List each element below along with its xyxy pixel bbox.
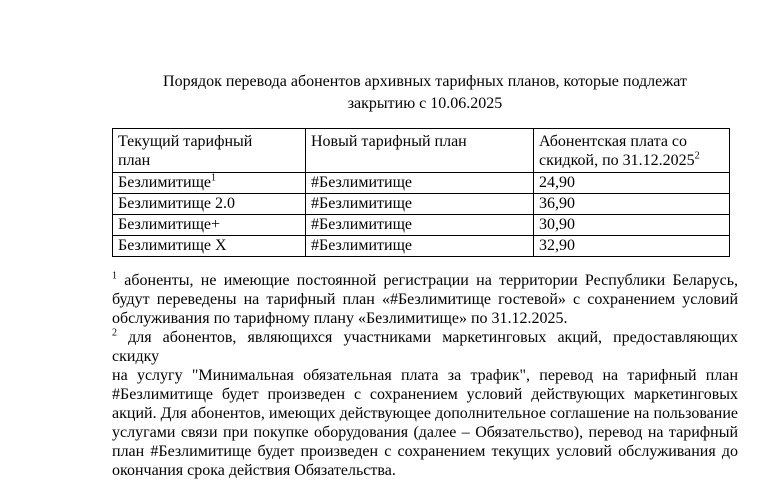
header-new-plan-label: Новый тарифный план xyxy=(311,133,467,150)
cell-fee: 30,90 xyxy=(534,215,730,236)
footnote-1-line-3: обслуживания по тарифному плану «Безлимитище» по 31.12.2025. xyxy=(112,310,568,327)
footnote-2-line-4: акций. Для абонентов, имеющих действующее дополнительное соглашение на пользование xyxy=(112,405,738,422)
cell-new-plan: #Безлимитище xyxy=(306,194,534,215)
header-monthly-fee-text: скидкой, по 31.12.2025 xyxy=(539,152,695,169)
cell-new-plan: #Безлимитище xyxy=(306,173,534,194)
cell-current-plan: Безлимитище X xyxy=(113,236,306,257)
table-row xyxy=(113,173,730,194)
cell-new-plan: #Безлимитище xyxy=(306,215,534,236)
cell-current-plan: Безлимитище+ xyxy=(113,215,306,236)
document-title-line-1: Порядок перевода абонентов архивных тарифных планов, которые подлежат xyxy=(163,73,687,90)
footnote-ref-2: 2 xyxy=(694,150,700,162)
header-current-plan-line-2: план xyxy=(118,152,151,169)
footnote-1-mark: 1 xyxy=(112,270,117,282)
footnote-2-line-6: план #Безлимитище будет произведен с сохранением текущих условий обслуживания до xyxy=(112,443,738,460)
cell-fee: 36,90 xyxy=(534,194,730,215)
footnote-1-text-1: абоненты, не имеющие постоянной регистрации на территории Республики Беларусь, xyxy=(117,272,738,289)
document-title-line-2: закрытию с 10.06.2025 xyxy=(347,95,503,112)
header-monthly-fee-line-2 xyxy=(539,151,724,170)
footnote-ref-1: 1 xyxy=(211,172,217,184)
footnote-2 xyxy=(112,328,738,480)
cell-current-plan: Безлимитище 2.0 xyxy=(113,194,306,215)
table-row xyxy=(113,194,730,215)
cell-fee: 24,90 xyxy=(534,173,730,194)
tariff-transfer-table xyxy=(112,128,730,257)
footnote-2-text-1: для абонентов, являющихся участниками маркетинговых акций, предоставляющих скидку xyxy=(112,329,738,365)
table-row xyxy=(113,236,730,257)
header-new-plan xyxy=(306,129,534,173)
cell-new-plan: #Безлимитище xyxy=(306,236,534,257)
header-monthly-fee xyxy=(534,129,730,173)
footnote-2-line-5: услугами связи при покупке оборудования (далее – Обязательство), перевод на тарифный xyxy=(112,424,738,441)
footnote-2-line-3: #Безлимитище будет произведен с сохранением условий действующих маркетинговых xyxy=(112,386,738,403)
footnote-2-line-1 xyxy=(112,328,738,366)
cell-current-plan xyxy=(113,173,306,194)
footnote-1-line-2: будут переведены на тарифный план «#Безлимитище гостевой» с сохранением условий xyxy=(112,291,738,308)
footnote-2-line-2: на услугу "Минимальная обязательная плата за трафик", перевод на тарифный план xyxy=(112,367,738,384)
cell-current-plan-text: Безлимитище xyxy=(118,174,212,191)
header-current-plan xyxy=(113,129,306,173)
cell-fee: 32,90 xyxy=(534,236,730,257)
footnote-1 xyxy=(112,271,738,328)
table-header-row xyxy=(113,129,730,173)
footnote-2-mark: 2 xyxy=(112,327,117,339)
header-monthly-fee-line-1: Абонентская плата со xyxy=(539,133,688,150)
header-current-plan-line-1: Текущий тарифный xyxy=(118,133,253,150)
footnote-2-line-7: окончания срока действия Обязательства. xyxy=(112,462,396,479)
table-row xyxy=(113,215,730,236)
footnote-1-line-1 xyxy=(112,271,738,290)
